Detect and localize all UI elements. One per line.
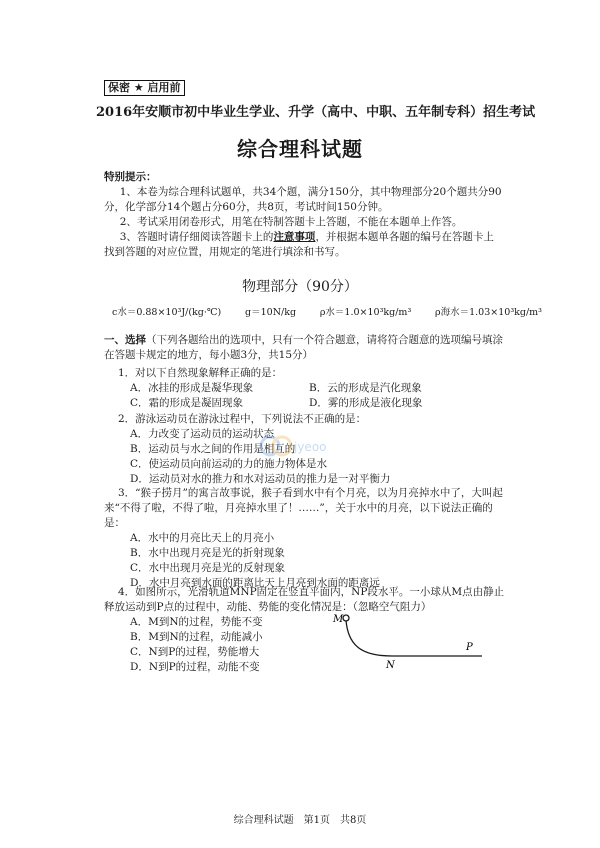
- track-curve: [346, 620, 482, 656]
- page-title: 综合理科试题: [237, 137, 363, 161]
- label-n: N: [386, 660, 395, 668]
- part1-instructions: 一、选择（下列各题给出的选项中，只有一个符合题意，请将符合题意的选项编号填涂在答题卡规定的地方，每小题3分，共15分）: [104, 334, 503, 361]
- option-b: B．云的形成是汽化现象: [309, 382, 422, 394]
- question-stem: 4．如图所示，光滑轨道MNP固定在竖直平面内，NP段水平。一小球从M点由静止释放运动到P点的过程中，动能、势能的变化情况是：（忽略空气阻力）: [104, 586, 505, 613]
- option-c: C．N到P的过程，势能增大: [130, 646, 260, 658]
- label-m: M: [333, 614, 344, 625]
- label-p: P: [466, 642, 473, 653]
- option-a: A．冰挂的形成是凝华现象: [130, 382, 254, 394]
- ball: [343, 615, 349, 621]
- constant-specific-heat: c水＝0.88×10³J/(kg·℃): [112, 307, 222, 318]
- option-d: D．N到P的过程，动能不变: [130, 661, 260, 673]
- option-a: A．水中的月亮比天上的月亮小: [130, 532, 275, 544]
- option-d: D．运动员对水的推力和水对运动员的推力是一对平衡力: [130, 473, 391, 485]
- note-item-1: 1、本卷为综合理科试题单，共34个题，满分150分，其中物理部分20个题共分90分，化学部分14个题占分60分，共8页，考试时间150分钟。: [104, 186, 502, 213]
- question-3: [104, 486, 510, 591]
- page-footer: 综合理科试题 第1页 共8页: [233, 815, 367, 826]
- option-c: C．水中出现月亮是光的反射现象: [130, 562, 286, 574]
- option-d: D．水中月亮到水面的距离比天上月亮到水面的距离远: [130, 577, 380, 589]
- constant-seawater-density: ρ海水＝1.03×10³kg/m³: [435, 307, 542, 318]
- option-c: C．使运动员向前运动的力的施力物体是水: [130, 458, 328, 470]
- note-item-3: 3、答题时请仔细阅读答题卡上的注意事项，并根据本题单各题的编号在答题卡上找到答题的对应位置，用规定的笔进行填涂和书写。: [104, 231, 494, 258]
- notes-heading: 特别提示：: [104, 171, 157, 183]
- note-item-2: 2、考试采用闭卷形式，用笔在特制答题卡上答题，不能在本题单上作答。: [119, 216, 463, 228]
- option-b: B．M到N的过程，动能减小: [130, 631, 263, 643]
- constant-water-density: ρ水＝1.0×10³kg/m³: [319, 307, 412, 318]
- question-stem: 2．游泳运动员在游泳过程中，下列说法不正确的是：: [118, 413, 367, 425]
- watermark-logo: [258, 432, 336, 460]
- question-1: [118, 366, 488, 411]
- question-stem: 1．对以下自然现象解释正确的是：: [118, 367, 283, 379]
- option-b: B．水中出现月亮是光的折射现象: [130, 547, 285, 559]
- physics-section-title: 物理部分（90分）: [242, 279, 358, 295]
- option-a: A．M到N的过程，势能不变: [130, 616, 263, 628]
- special-notes: [104, 170, 504, 260]
- option-c: C．霜的形成是凝固现象: [130, 397, 244, 409]
- constants-row: [112, 304, 542, 318]
- question-stem: 3．“猴子捞月”的寓言故事说，猴子看到水中有个月亮，以为月亮掉水中了，大叫起来“不得了啦，不得了啦，月亮掉水里了！……”，关于水中的月亮，以下说法正确的是：: [104, 487, 503, 529]
- option-b: B．运动员与水之间的作用是相互的: [130, 443, 296, 455]
- option-a: A．力改变了运动员的运动状态: [130, 428, 275, 440]
- option-d: D．雾的形成是液化现象: [309, 397, 423, 409]
- svg-text:jyeoo: jyeoo: [294, 440, 327, 454]
- constant-gravity: g＝10N/kg: [245, 307, 297, 318]
- track-diagram: [330, 608, 490, 668]
- confidential-label: 保密 ★ 启用前: [104, 80, 185, 96]
- exam-title: 2016年安顺市初中毕业生学业、升学（高中、中职、五年制专科）招生考试: [96, 105, 536, 120]
